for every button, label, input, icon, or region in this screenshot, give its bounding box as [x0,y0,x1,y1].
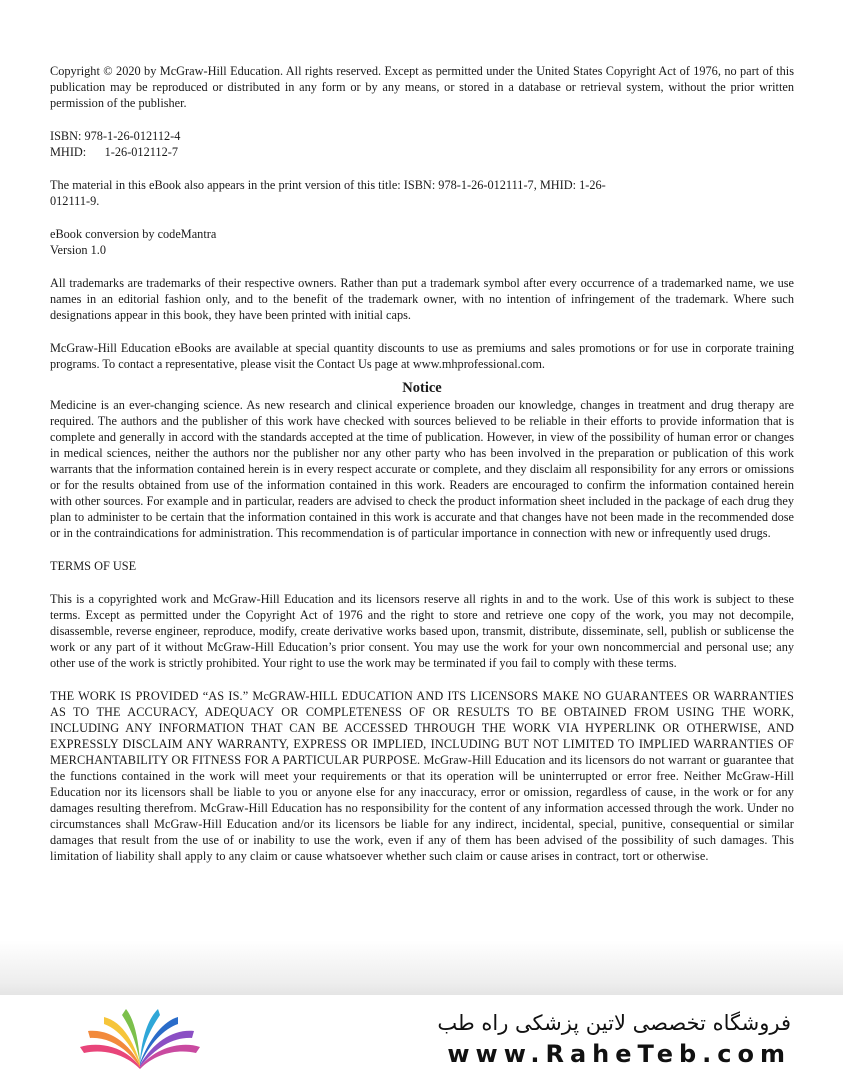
watermark-footer [0,995,843,1079]
copyright-notice: Copyright © 2020 by McGraw-Hill Education. All rights reserved. Except as permitted under the United States Copyright Act of 1976, no part of this publication may be reproduced or distributed in any form or by any means, or stored in a database or retrieval system, without the prior written permission of the publisher. [50,64,794,110]
ebooks-paragraph: McGraw-Hill Education eBooks are available at special quantity discounts to use as premiums and sales promotions or for use in corporate training programs. To contact a representative, please visit the Contact Us page at www.mhprofessional.com. [50,341,794,371]
notice-paragraph: Medicine is an ever-changing science. As new research and clinical experience broaden our knowledge, changes in treatment and drug therapy are required. The authors and the publisher of this work have checked with sources believed to be reliable in their efforts to provide information that is complete and generally in accord with the standards accepted at the time of publication. However, in view of the possibility of human error or changes in medical sciences, neither the authors nor the publisher nor any other party who has been involved in the preparation or publication of this work warrants that the information contained herein is in every respect accurate or complete, and they disclaim all responsibility for any errors or omissions or for the results obtained from use of the information contained in this work. Readers are encouraged to confirm the information contained herein with other sources. For example and in particular, readers are advised to check the product information sheet included in the package of each drug they plan to administer to be certain that the information contained in this work is accurate and that changes have not been made in the recommended dose or in the contraindications for administration. This recommendation is of particular importance in connection with new or infrequently used drugs. [50,398,794,540]
terms-heading: TERMS OF USE [50,559,137,573]
shop-name: فروشگاه تخصصی لاتین پزشکی راه طب [437,1011,791,1035]
version-line: Version 1.0 [50,243,107,257]
notice-heading: Notice [402,380,442,396]
open-book-logo-icon [78,1007,202,1073]
disclaimer-paragraph: THE WORK IS PROVIDED “AS IS.” McGRAW-HILL EDUCATION AND ITS LICENSORS MAKE NO GUARANTEES OR WARRANTIES AS TO THE ACCURACY, ADEQUACY OR COMPLETENESS OF OR RESULTS TO BE OBTAINED FROM USING THE WORK, INCLUDING ANY INFORMATION THAT CAN BE ACCESSED THROUGH THE WORK VIA HYPERLINK OR OTHERWISE, AND EXPRESSLY DISCLAIM ANY WARRANTY, EXPRESS OR IMPLIED, INCLUDING BUT NOT LIMITED TO IMPLIED WARRANTIES OF MERCHANTABILITY OR FITNESS FOR A PARTICULAR PURPOSE. McGraw-Hill Education and its licensors do not warrant or guarantee that the functions contained in the work will meet your requirements or that its operation will be uninterrupted or error free. Neither McGraw-Hill Education nor its licensors shall be liable to you or anyone else for any inaccuracy, error or omission, regardless of cause, in the work or for any damages resulting therefrom. McGraw-Hill Education has no responsibility for the content of any information accessed through the work. Under no circumstances shall McGraw-Hill Education and/or its licensors be liable for any indirect, incidental, special, punitive, consequential or similar damages that result from the use of or inability to use the work, even if any of them has been advised of the possibility of such damages. This limitation of liability shall apply to any claim or cause whatsoever whether such claim or cause arises in contract, tort or otherwise. [50,689,794,863]
terms-paragraph: This is a copyrighted work and McGraw-Hill Education and its licensors reserve all rights in and to the work. Use of this work is subject to these terms. Except as permitted under the Copyright Act of 1976 and the right to store and retrieve one copy of the work, you may not decompile, disassemble, reverse engineer, reproduce, modify, create derivative works based upon, transmit, distribute, disseminate, sell, publish or sublicense the work or any part of it without McGraw-Hill Education’s prior consent. You may use the work for your own noncommercial and personal use; any other use of the work is strictly prohibited. Your right to use the work may be terminated if you fail to comply with these terms. [50,592,794,670]
bottom-shadow [0,940,843,1000]
conversion-credit: eBook conversion by codeMantra [50,227,217,241]
trademarks-paragraph: All trademarks are trademarks of their respective owners. Rather than put a trademark symbol after every occurrence of a trademarked name, we use names in an editorial fashion only, and to the benefit of the trademark owner, with no intention of infringement of the trademark. Where such designations appear in this book, they have been printed with initial caps. [50,276,794,322]
shop-url-link[interactable]: www.RaheTeb.com [447,1040,791,1068]
mhid-line: MHID: 1-26-012112-7 [50,145,178,159]
isbn-line: ISBN: 978-1-26-012112-4 [50,129,181,143]
copyright-page-content [50,63,794,864]
print-version-note: The material in this eBook also appears in the print version of this title: ISBN: 978-1-26-012111-7, MHID: 1-26-012111-9. [50,178,606,208]
